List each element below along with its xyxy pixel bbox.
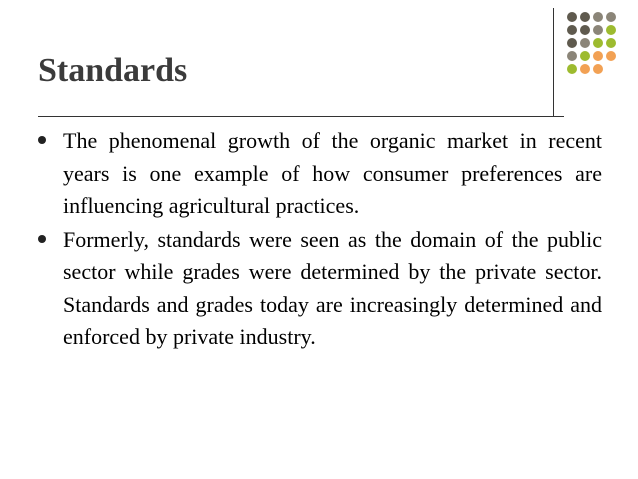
decorative-dot (567, 51, 577, 61)
decorative-dot (567, 38, 577, 48)
decorative-dot (567, 64, 577, 74)
decorative-dot (567, 12, 577, 22)
bullet-item (36, 125, 602, 223)
bullet-text: Formerly, standards were seen as the domain of the public sector while grades were determined by the private sector. Standards and grades today are increasingly determined and enforced by private industry. (63, 226, 602, 349)
decorative-dot (593, 25, 603, 35)
decorative-dot (606, 51, 616, 61)
horizontal-divider-line (38, 116, 564, 117)
vertical-divider-line (553, 8, 554, 116)
decorative-dot (606, 12, 616, 22)
decorative-dot-grid (567, 12, 637, 107)
decorative-dot (567, 25, 577, 35)
decorative-dot (606, 38, 616, 48)
slide-title: Standards (38, 52, 188, 89)
decorative-dot (580, 25, 590, 35)
decorative-dot (593, 38, 603, 48)
bullet-dot-icon (38, 136, 46, 144)
bullet-item (36, 224, 602, 354)
decorative-dot (593, 64, 603, 74)
decorative-dot (580, 38, 590, 48)
decorative-dot (593, 51, 603, 61)
decorative-dot (580, 64, 590, 74)
bullet-list (36, 125, 602, 355)
decorative-dot (593, 12, 603, 22)
bullet-text: The phenomenal growth of the organic market in recent years is one example of how consumer preferences are influencing agricultural practices. (63, 128, 602, 218)
bullet-dot-icon (38, 235, 46, 243)
decorative-dot (580, 12, 590, 22)
decorative-dot (606, 25, 616, 35)
decorative-dot (580, 51, 590, 61)
